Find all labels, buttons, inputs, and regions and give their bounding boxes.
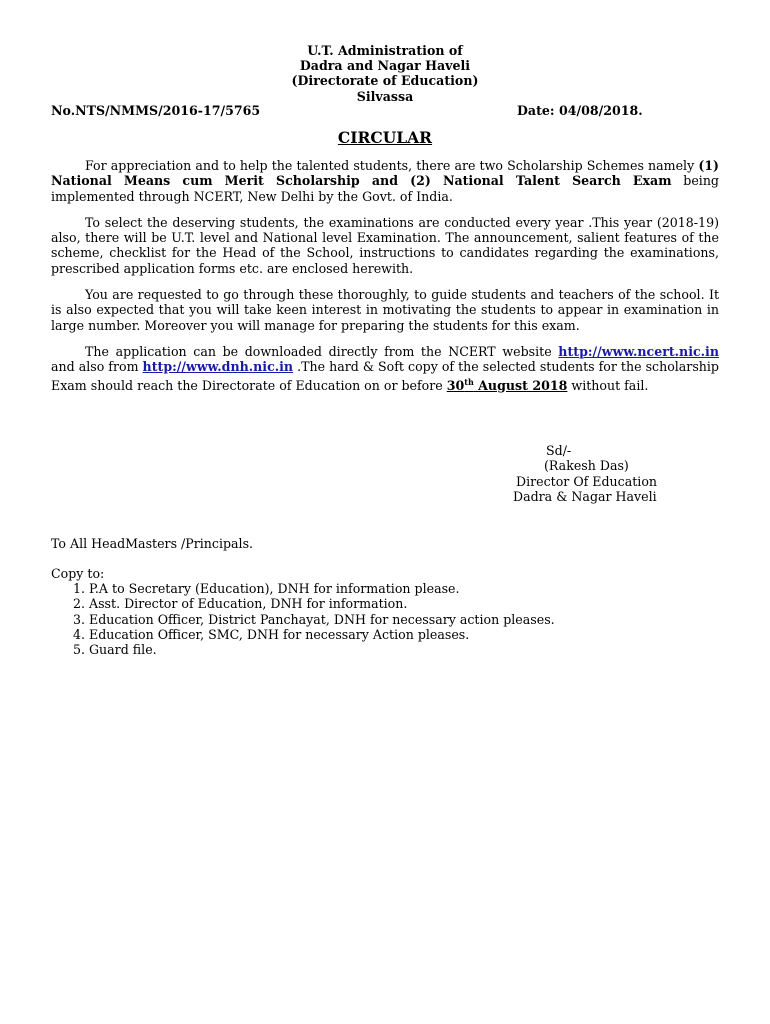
copy-to-item: 1. P.A to Secretary (Education), DNH for information please.: [89, 581, 555, 596]
reference-number: No.NTS/NMMS/2016-17/5765: [51, 103, 261, 118]
paragraph-4-start: The application can be downloaded directly from the NCERT website: [85, 343, 559, 359]
signature-block: [513, 443, 683, 504]
signatory-designation: Director Of Education: [516, 473, 658, 489]
copy-to-block: [51, 566, 555, 657]
paragraph-2: To select the deserving students, the examinations are conducted every year .This year (2018-19) also, there will be U.T. level and National level Examination. The announcement, salient features of the scheme, checklist for the Head of the School, instructions to candidates regarding the examinations, prescribed application forms etc. are enclosed herewith.: [51, 214, 719, 276]
letterhead-line-2: Dadra and Nagar Haveli: [299, 58, 471, 74]
circular-date: Date: 04/08/2018.: [517, 103, 643, 118]
paragraph-3: You are requested to go through these thoroughly, to guide students and teachers of the school. It is also expected that you will take keen interest in motivating the students to appear in examination in large number. Moreover you will manage for preparing the students for this exam.: [51, 287, 719, 333]
paragraph-1: [51, 158, 719, 204]
deadline-suffix: th: [464, 376, 474, 387]
deadline-month-year: August 2018: [473, 377, 568, 393]
letterhead: [0, 43, 770, 104]
signatory-name: (Rakesh Das): [544, 458, 629, 474]
copy-to-item: 3. Education Officer, District Panchayat, DNH for necessary action pleases.: [89, 612, 555, 627]
scheme-names: (1) National Means cum Merit Scholarship and (2) National Talent Search Exam: [51, 158, 719, 189]
paragraph-1-start: For appreciation and to help the talented students, there are two Scholarship Schemes namely: [85, 158, 699, 173]
copy-to-label: Copy to:: [51, 566, 105, 581]
deadline-day: 30: [446, 377, 465, 393]
deadline-date: [447, 378, 568, 393]
letterhead-line-1: U.T. Administration of: [307, 43, 463, 58]
paragraph-4: [51, 344, 719, 393]
paragraph-4-end: without fail.: [567, 377, 649, 393]
paragraph-1-end: being implemented through NCERT, New Delhi by the Govt. of India.: [51, 173, 719, 204]
addressee: To All HeadMasters /Principals.: [51, 536, 254, 551]
copy-to-list: [51, 581, 555, 657]
circular-body: [51, 158, 719, 404]
ncert-website-link[interactable]: http://www.ncert.nic.in: [558, 343, 719, 359]
copy-to-item: 2. Asst. Director of Education, DNH for information.: [89, 596, 555, 611]
dnh-website-link[interactable]: http://www.dnh.nic.in: [142, 359, 294, 375]
letterhead-line-4: Silvassa: [356, 88, 414, 104]
copy-to-item: 5. Guard file.: [89, 642, 555, 657]
page-title: CIRCULAR: [337, 128, 433, 147]
paragraph-4-mid: and also from: [51, 359, 143, 375]
signature-sd: Sd/-: [546, 443, 572, 458]
signatory-place: Dadra & Nagar Haveli: [513, 488, 657, 504]
copy-to-item: 4. Education Officer, SMC, DNH for necessary Action pleases.: [89, 627, 555, 642]
paragraph-4-mid2: .The hard & Soft copy of the selected students for the scholarship Exam should reach the Directorate of Education on or before: [51, 359, 719, 393]
letterhead-line-3: (Directorate of Education): [291, 73, 479, 89]
